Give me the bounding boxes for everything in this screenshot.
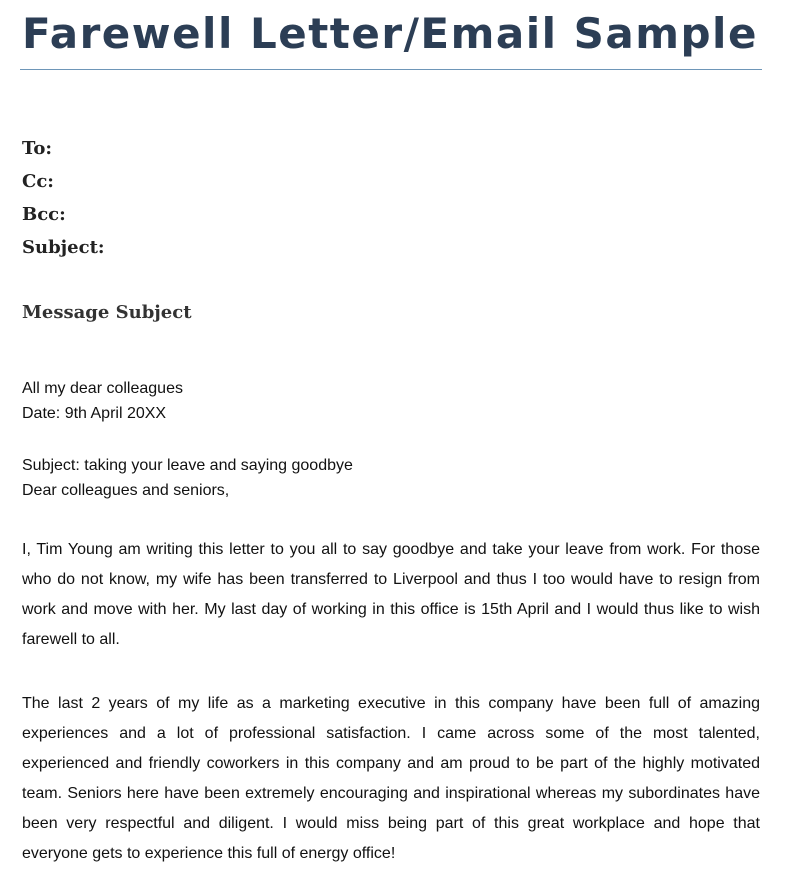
body-paragraph-1: I, Tim Young am writing this letter to you all to say goodbye and take your leave from work. For those who do not know, my wife has been transferred to Liverpool and thus I too would have to resign from work and move with her. My last day of working in this office is 15th April and I would thus like to wish farewell to all. xyxy=(22,541,760,648)
to-label: To: xyxy=(22,138,52,159)
email-header-fields xyxy=(22,132,105,264)
cc-label: Cc: xyxy=(22,171,54,192)
message-subject-heading: Message Subject xyxy=(22,302,192,323)
bcc-label: Bcc: xyxy=(22,204,66,225)
subject-block xyxy=(22,453,760,503)
title-divider xyxy=(20,69,762,70)
salutation-block xyxy=(22,376,760,426)
letter-subject-line: Subject: taking your leave and saying goodbye xyxy=(22,457,353,474)
date-line: Date: 9th April 20XX xyxy=(22,405,167,422)
greeting-line: Dear colleagues and seniors, xyxy=(22,482,230,499)
page-title: Farewell Letter/Email Sample xyxy=(22,9,758,58)
subject-label: Subject: xyxy=(22,237,105,258)
body-paragraph-2: The last 2 years of my life as a marketing executive in this company have been full of amazing experiences and a lot of professional satisfaction. I came across some of the most talented, experienced and friendly coworkers in this company and am proud to be part of the highly motivated team. Seniors here have been extremely encouraging and inspirational whereas my subordinates have been very respectful and diligent. I would miss being part of this great workplace and hope that everyone gets to experience this full of energy office! xyxy=(22,695,760,862)
salutation-line: All my dear colleagues xyxy=(22,380,183,397)
